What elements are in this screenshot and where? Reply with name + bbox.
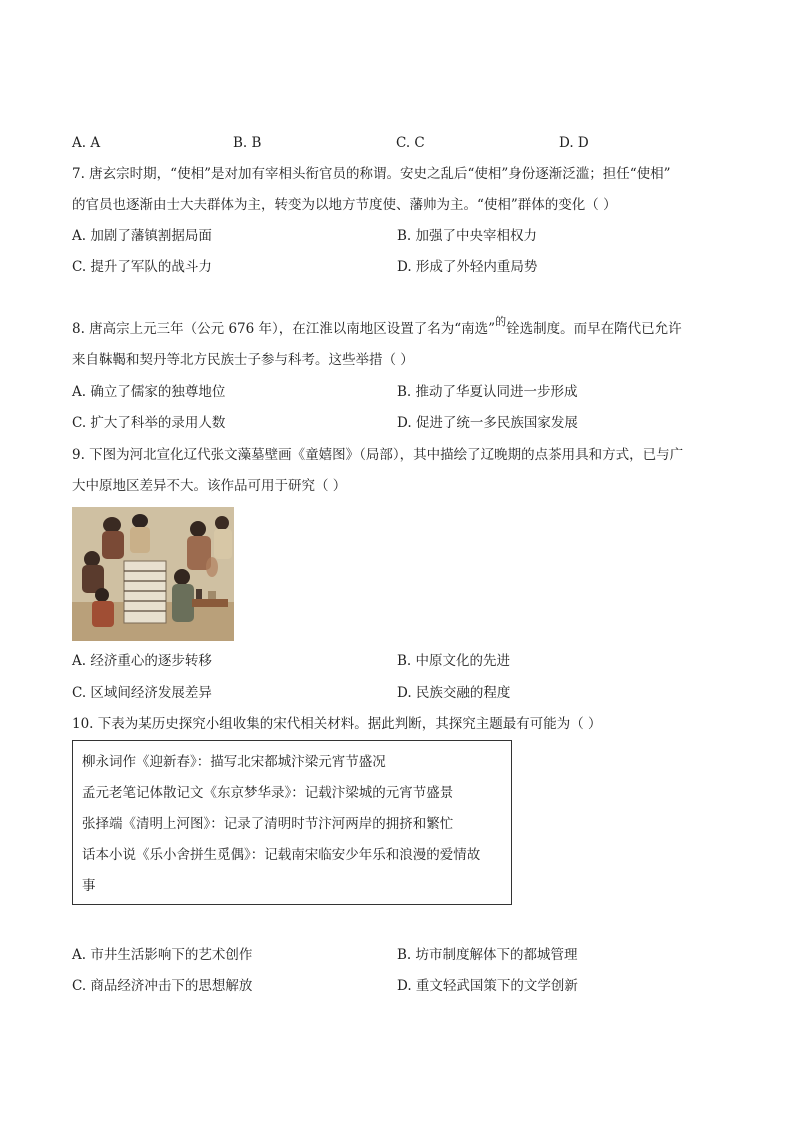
table-row: 孟元老笔记体散记文《东京梦华录》：记载汴梁城的元宵节盛景 bbox=[82, 785, 454, 801]
q10-materials-table bbox=[72, 740, 512, 905]
q7-option-d: D. 形成了外轻内重局势 bbox=[397, 259, 538, 275]
q8-stem-part2: 铨选制度。而早在隋代已允许 bbox=[506, 321, 682, 337]
q7-stem-line2: 的官员也逐渐由士大夫群体为主，转变为以地方节度使、藩帅为主。“使相”群体的变化（ ） bbox=[72, 197, 617, 213]
q6-option-a: A. A bbox=[72, 135, 101, 151]
q9-option-d: D. 民族交融的程度 bbox=[397, 685, 511, 701]
q10-option-c: C. 商品经济冲击下的思想解放 bbox=[72, 978, 253, 994]
table-row: 话本小说《乐小舍拼生觅偶》：记载南宋临安少年乐和浪漫的爱情故 bbox=[82, 847, 481, 863]
table-row: 张择端《清明上河图》：记录了清明时节汴河两岸的拥挤和繁忙 bbox=[82, 816, 454, 832]
q9-option-b: B. 中原文化的先进 bbox=[397, 653, 511, 669]
q7-option-c: C. 提升了军队的战斗力 bbox=[72, 259, 212, 275]
q8-stem-line1 bbox=[72, 315, 682, 340]
q6-options bbox=[72, 133, 772, 153]
q7-stem-line1: 7. 唐玄宗时期，“使相”是对加有宰相头衔官员的称谓。安史之乱后“使相”身份逐渐泛滥；担任“使相” bbox=[72, 166, 671, 182]
q6-option-d: D. D bbox=[559, 135, 589, 151]
q9-stem-line2: 大中原地区差异不大。该作品可用于研究（ ） bbox=[72, 478, 347, 494]
q9-stem-line1: 9. 下图为河北宣化辽代张文藻墓壁画《童嬉图》（局部），其中描绘了辽晚期的点茶用具和方式，已与广 bbox=[72, 447, 684, 463]
q8-option-a: A. 确立了儒家的独尊地位 bbox=[72, 384, 226, 400]
q9-option-c: C. 区域间经济发展差异 bbox=[72, 685, 212, 701]
q6-option-c: C. C bbox=[396, 135, 425, 151]
q6-option-b: B. B bbox=[233, 135, 262, 151]
q8-option-c: C. 扩大了科举的录用人数 bbox=[72, 415, 226, 431]
q7-option-a: A. 加剧了藩镇割据局面 bbox=[72, 228, 212, 244]
q10-stem: 10. 下表为某历史探究小组收集的宋代相关材料。据此判断，其探究主题最有可能为（ ） bbox=[72, 716, 602, 732]
q8-superscript: 的 bbox=[495, 315, 507, 328]
table-row: 柳永词作《迎新春》：描写北宋都城汴梁元宵节盛况 bbox=[82, 754, 386, 770]
q10-option-d: D. 重文轻武国策下的文学创新 bbox=[397, 978, 578, 994]
q8-stem-part1: 8. 唐高宗上元三年（公元 676 年），在江淮以南地区设置了名为“南选” bbox=[72, 321, 496, 337]
table-row: 事 bbox=[82, 878, 96, 894]
q8-option-d: D. 促进了统一多民族国家发展 bbox=[397, 415, 578, 431]
q8-option-b: B. 推动了华夏认同进一步形成 bbox=[397, 384, 578, 400]
tomb-mural-image bbox=[72, 507, 234, 641]
q8-stem-line2: 来自靺鞨和契丹等北方民族士子参与科考。这些举措（ ） bbox=[72, 352, 414, 368]
q10-option-b: B. 坊市制度解体下的都城管理 bbox=[397, 947, 578, 963]
q9-option-a: A. 经济重心的逐步转移 bbox=[72, 653, 212, 669]
q7-option-b: B. 加强了中央宰相权力 bbox=[397, 228, 538, 244]
q10-option-a: A. 市井生活影响下的艺术创作 bbox=[72, 947, 253, 963]
